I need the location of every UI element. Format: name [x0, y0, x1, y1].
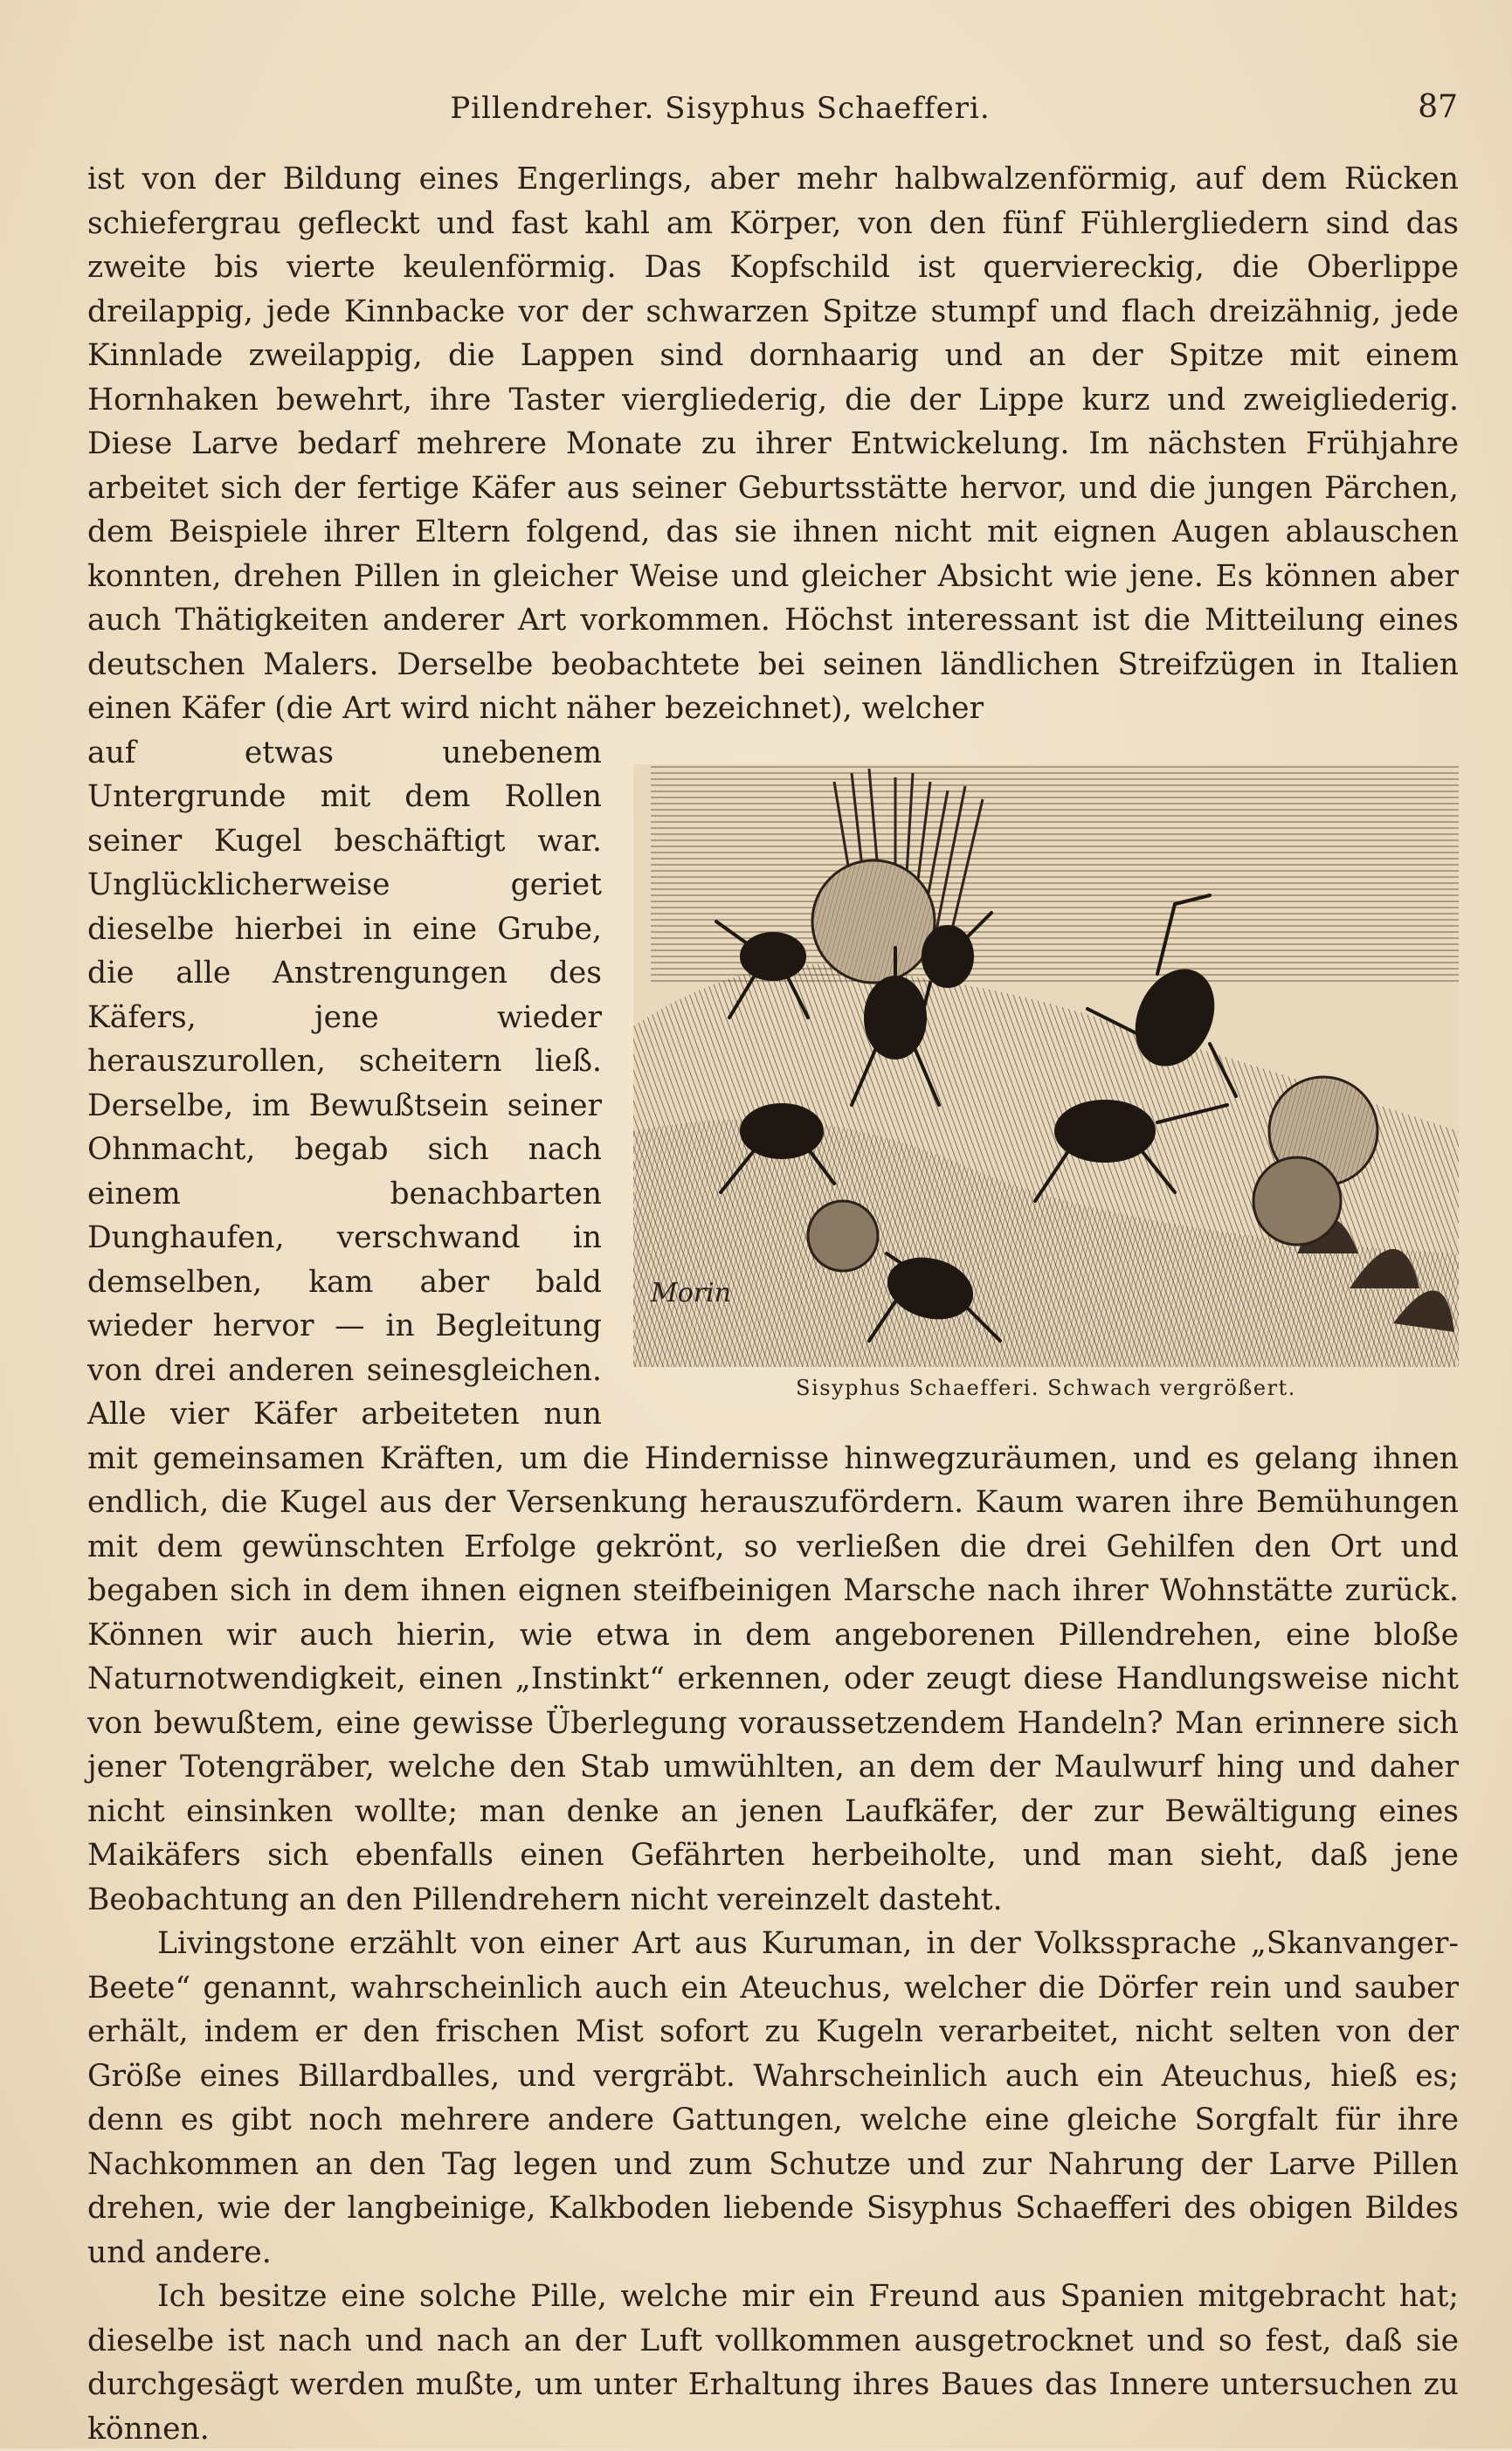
artist-signature: Morin [651, 1277, 732, 1308]
page-header [87, 86, 1458, 138]
body-text [87, 157, 1459, 2451]
text-with-figure [87, 731, 1459, 1923]
paragraph-3: Livingstone erzählt von einer Art aus Kuruman, in der Volkssprache „Skanvanger-Beete“ genannt, wahrscheinlich auch ein Ateuchus, welcher die Dörfer rein und sauber erhält, indem er den frischen Mist sofort zu Kugeln verarbeitet, nicht selten von der Größe eines Billardballes, und vergräbt. Wahrscheinlich auch ein Ateuchus, hieß es; denn es gibt noch mehrere andere Gattungen, welche eine gleiche Sorgfalt für ihre Nachkommen an den Tag legen und zum Schutze und zur Nahrung der Larve Pillen drehen, wie der langbeinige, Kalkboden liebende Sisyphus Schaefferi des obigen Bildes und andere. [87, 1926, 1459, 2270]
beetle-engraving-illustration [633, 764, 1459, 1367]
dung-ball [808, 1201, 878, 1271]
figure [633, 764, 1459, 1402]
running-head: Pillendreher. Sisyphus Schaefferi. [450, 91, 991, 126]
paragraph-1: ist von der Bildung eines Engerlings, aber mehr halbwalzenförmig, auf dem Rücken schiefergrau gefleckt und fast kahl am Körper, von den fünf Fühlergliedern sind das zweite bis vierte keulenförmig. Das Kopfschild ist querviereckig, die Oberlippe dreilappig, jede Kinnbacke vor der schwarzen Spitze stumpf und flach dreizähnig, jede Kinnlade zweilappig, die Lappen sind dornhaarig und an der Spitze mit einem Hornhaken bewehrt, ihre Taster viergliederig, die der Lippe kurz und zweigliederig. Diese Larve bedarf mehrere Monate zu ihrer Entwickelung. Im nächsten Frühjahre arbeitet sich der fertige Käfer aus seiner Geburtsstätte hervor, und die jungen Pärchen, dem Beispiele ihrer Eltern folgend, das sie ihnen nicht mit eignen Augen ablauschen konnten, drehen Pillen in gleicher Weise und gleicher Absicht wie jene. Es können aber auch Thätigkeiten anderer Art vorkommen. Höchst interessant ist die Mitteilung eines deutschen Malers. Derselbe beobachtete bei seinen ländlichen Streifzügen in Italien einen Käfer (die Art wird nicht näher bezeichnet), welcher [87, 162, 1459, 726]
page-number: 87 [1418, 89, 1458, 125]
paragraph-4: Ich besitze eine solche Pille, welche mir ein Freund aus Spanien mitgebracht hat; dieselbe ist nach und nach an der Luft vollkommen ausgetrocknet und so fest, daß sie durchgesägt werden mußte, um unter Erhaltung ihres Baues das Innere untersuchen zu können. [87, 2279, 1459, 2447]
figure-caption: Sisyphus Schaefferi. Schwach vergrößert. [796, 1375, 1296, 1400]
dung-ball [1253, 1157, 1341, 1245]
paragraph-2: auf etwas unebenem Untergrunde mit dem Rollen seiner Kugel beschäftigt war. Unglücklicherweise geriet dieselbe hierbei in eine Grube, die alle Anstrengungen des Käfers, jene wieder herauszurollen, scheitern ließ. Derselbe, im Bewußtsein seiner Ohnmacht, begab sich nach einem benachbarten Dunghaufen, verschwand in demselben, kam aber bald wieder hervor — in Begleitung von drei anderen seinesgleichen. Alle vier Käfer arbeiteten nun mit gemeinsamen Kräften, um die Hindernisse hinwegzuräumen, und es gelang ihnen endlich, die Kugel aus der Versenkung herauszufördern. Kaum waren ihre Bemühungen mit dem gewünschten Erfolge gekrönt, so verließen die drei Gehilfen den Ort und begaben sich in dem ihnen eignen steifbeinigen Marsche nach ihrer Wohnstätte zurück. Können wir auch hierin, wie etwa in dem angeborenen Pillendrehen, eine bloße Naturnotwendigkeit, einen „Instinkt“ erkennen, oder zeugt diese Handlungsweise nicht von bewußtem, eine gewisse Überlegung voraussetzendem Handeln? Man erinnere sich jener Totengräber, welche den Stab umwühlten, an dem der Maulwurf hing und daher nicht einsinken wollte; man denke an jenen Laufkäfer, der zur Bewältigung eines Maikäfers sich ebenfalls einen Gefährten herbeiholte, und man sieht, daß jene Beobachtung an den Pillendrehern nicht vereinzelt dasteht. [87, 735, 1459, 1917]
